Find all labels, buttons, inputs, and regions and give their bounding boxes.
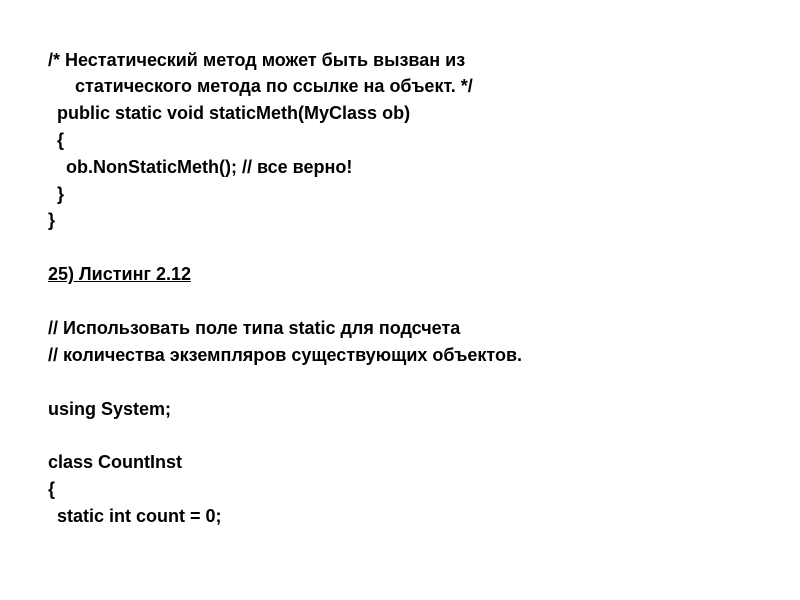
static-field-line: static int count = 0; — [57, 506, 222, 526]
method-call-line: ob.NonStaticMeth(); // все верно! — [66, 157, 353, 177]
comment-line-3: // Использовать поле типа static для подсчета — [48, 318, 461, 338]
class-close-brace: } — [48, 210, 56, 230]
method-signature: public static void staticMeth(MyClass ob) — [57, 103, 411, 123]
class-open-brace: { — [48, 479, 56, 499]
class-declaration: class CountInst — [48, 452, 183, 472]
comment-line-4: // количества экземпляров существующих объектов. — [48, 345, 523, 365]
listing-heading: 25) Листинг 2.12 — [48, 264, 192, 284]
comment-line-2: статического метода по ссылке на объект. */ — [75, 76, 473, 96]
using-directive: using System; — [48, 399, 172, 419]
comment-line-1: /* Нестатический метод может быть вызван из — [48, 50, 466, 70]
method-close-brace: } — [57, 184, 65, 204]
method-open-brace: { — [57, 130, 65, 150]
